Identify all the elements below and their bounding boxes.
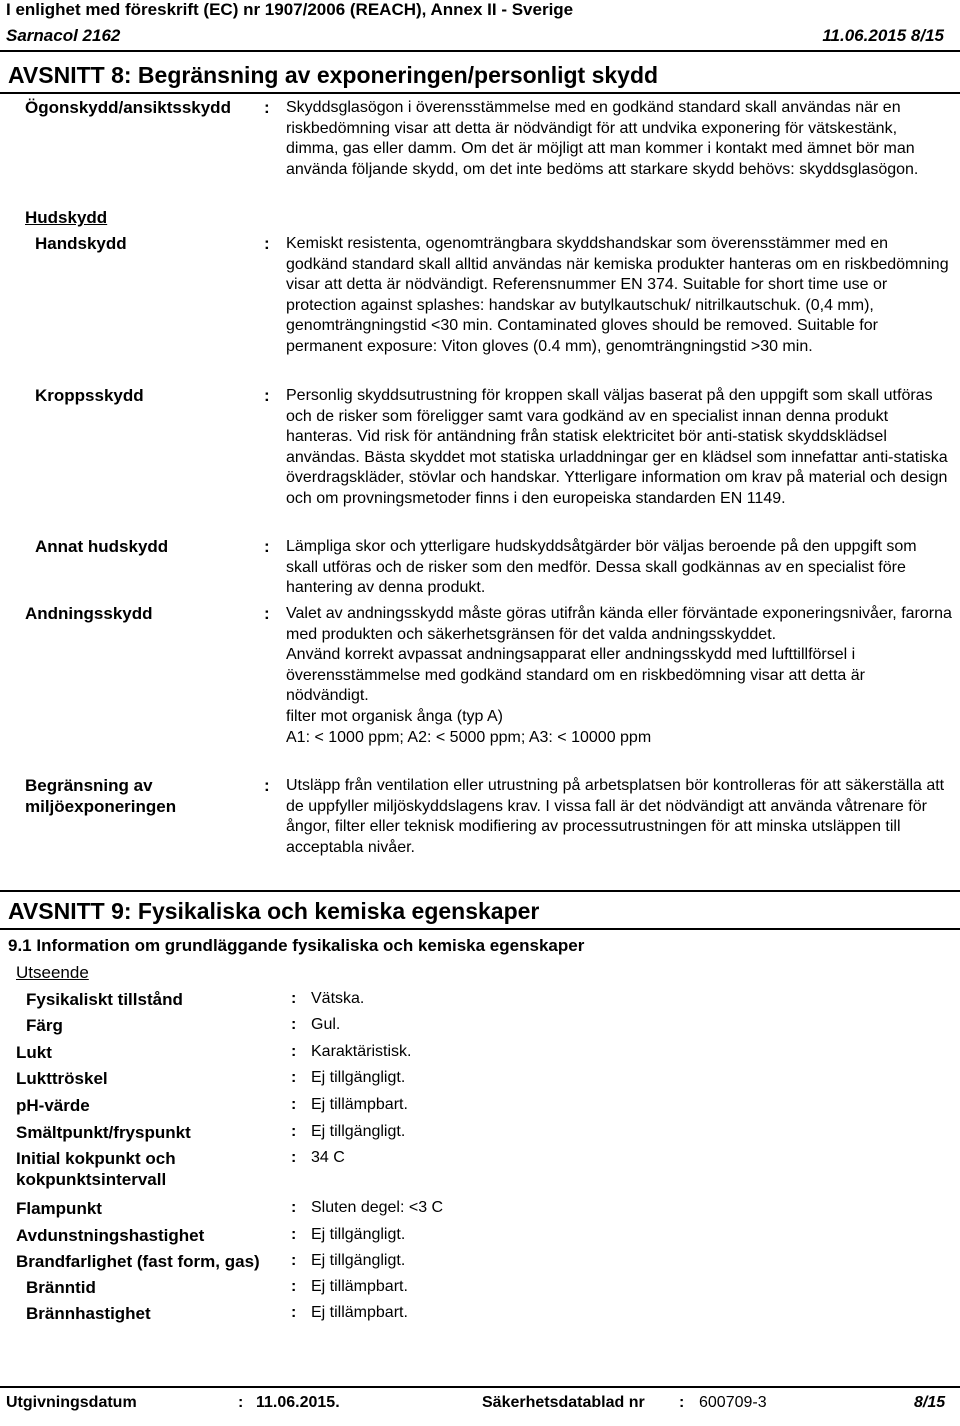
header-divider xyxy=(0,50,960,52)
colon: : xyxy=(291,1226,297,1243)
issue-date-label: Utgivningsdatum xyxy=(6,1394,137,1411)
colon: : xyxy=(291,1043,297,1060)
section-9-1-subtitle: 9.1 Information om grundläggande fysikaliska och kemiska egenskaper xyxy=(8,936,585,955)
section-8-divider xyxy=(0,92,960,94)
property-value: 34 C xyxy=(311,1149,345,1166)
colon: : xyxy=(291,1016,297,1033)
regulation-header: I enlighet med föreskrift (EC) nr 1907/2006 (REACH), Annex II - Sverige xyxy=(6,0,574,19)
appearance-heading: Utseende xyxy=(16,963,89,982)
sds-number-label: Säkerhetsdatablad nr xyxy=(482,1394,645,1411)
colon: : xyxy=(291,1252,297,1269)
property-value: Ej tillgängligt. xyxy=(311,1226,406,1243)
property-label: Bränntid xyxy=(26,1278,96,1297)
footer-divider xyxy=(0,1386,960,1388)
property-value: Gul. xyxy=(311,1016,341,1033)
hand-protection-text: Kemiskt resistenta, ogenomträngbara skyddshandskar som överensstämmer med en godkänd standard skall alltid användas när kemiska produkter hanteras om en riskbedömning visar att detta är nödvändigt. Referensnummer EN 374. Suitable for short time use or protection against splashes: handskar av butylkautschuk/ nitrilkautschuk. (0,4 mm), genomträngningstid <30 min. Contaminated gloves should be removed. Suitable for permanent exposure: Viton gloves (0.4 mm), genomträngningstid >30 min. xyxy=(286,235,949,355)
property-label: Lukt xyxy=(16,1043,52,1062)
colon: : xyxy=(291,1096,297,1113)
body-protection-label: Kroppsskydd xyxy=(35,386,144,405)
property-value: Karaktäristisk. xyxy=(311,1043,412,1060)
colon: : xyxy=(264,776,270,795)
property-label: Lukttröskel xyxy=(16,1069,108,1088)
section-9-top-divider xyxy=(0,890,960,892)
property-label: pH-värde xyxy=(16,1096,90,1115)
section-8-title: AVSNITT 8: Begränsning av exponeringen/personligt skydd xyxy=(8,62,659,88)
colon: : xyxy=(291,1278,297,1295)
colon: : xyxy=(291,1149,297,1166)
colon: : xyxy=(291,1123,297,1140)
skin-protection-heading: Hudskydd xyxy=(25,208,108,227)
other-skin-protection-label: Annat hudskydd xyxy=(35,537,169,556)
section-9-title: AVSNITT 9: Fysikaliska och kemiska egenskaper xyxy=(8,898,540,924)
property-value: Ej tillämpbart. xyxy=(311,1278,408,1295)
colon: : xyxy=(679,1394,685,1411)
property-value: Ej tillämpbart. xyxy=(311,1096,408,1113)
hand-protection-label: Handskydd xyxy=(35,234,127,253)
section-9-divider xyxy=(0,928,960,930)
footer-page-number: 8/15 xyxy=(914,1394,946,1411)
environmental-exposure-text: Utsläpp från ventilation eller utrustning på arbetsplatsen bör kontrolleras för att säkerställa att de uppfyller miljöskyddslagens krav. I vissa fall är det nödvändigt att använda våtrenare för ångor, filter eller teknisk modifiering av processutrustningen för att minska utsläppen till acceptabla nivåer. xyxy=(286,777,945,856)
property-value: Sluten degel: <3 C xyxy=(311,1199,444,1216)
colon: : xyxy=(291,1304,297,1321)
colon: : xyxy=(264,386,270,405)
property-value: Ej tillgängligt. xyxy=(311,1069,406,1086)
environmental-exposure-label: Begränsning av miljöexponeringen xyxy=(25,776,177,816)
property-value: Vätska. xyxy=(311,990,365,1007)
property-label: Brandfarlighet (fast form, gas) xyxy=(16,1252,260,1271)
property-value: Ej tillämpbart. xyxy=(311,1304,408,1321)
header-date-page: 11.06.2015 8/15 xyxy=(822,26,944,45)
colon: : xyxy=(264,98,270,117)
colon: : xyxy=(291,1069,297,1086)
product-name: Sarnacol 2162 xyxy=(6,26,121,45)
property-label: Färg xyxy=(26,1016,63,1035)
sds-number-value: 600709-3 xyxy=(699,1394,767,1411)
colon: : xyxy=(291,1199,297,1216)
respiratory-protection-text: Valet av andningsskydd måste göras utifrån kända eller förväntade exponeringsnivåer, farorna med produkten och säkerhetsgränsen för det valda andningsskyddet. Använd korrekt avpassat andningsapparat eller andningsskydd med lufttillförsel i överensstämmelse med godkänd standard om en riskbedömning visar att detta är nödvändigt. filter mot organisk ånga (typ A) A1: < 1000 ppm; A2: < 5000 ppm; A3: < 10000 ppm xyxy=(286,605,952,746)
eye-protection-text: Skyddsglasögon i överensstämmelse med en godkänd standard skall användas när en riskbedömning visar att detta är nödvändigt för att undvika exponering för vätskestänk, dimma, gas eller damm. Om det är möjligt att man kommer i kontakt med ämnet bör man använda följande skydd, om det inte bedöms att starkare skydd behövs: skyddsglasögon. xyxy=(286,99,919,178)
property-label: Brännhastighet xyxy=(26,1304,151,1323)
property-label: Flampunkt xyxy=(16,1199,102,1218)
property-label: Smältpunkt/fryspunkt xyxy=(16,1123,191,1142)
body-protection-text: Personlig skyddsutrustning för kroppen skall väljas baserat på den uppgift som skall utföras och de risker som föreligger samt vara godkänd av en specialist innan denna produkt hanteras. Vid risk för antändning från statisk elektricitet bör anti-statisk skyddsklädsel användas. Bästa skyddet mot statiska urladdningar ger en klädsel som innefattar anti-statiska överdragskläder, stövlar och handskar. Ytterligare information om krav på material och design och om provningsmetoder finns i den europeiska standarden EN 1149. xyxy=(286,387,948,507)
colon: : xyxy=(238,1394,244,1411)
property-label: Initial kokpunkt och kokpunktsintervall xyxy=(16,1149,176,1189)
colon: : xyxy=(264,537,270,556)
property-label: Avdunstningshastighet xyxy=(16,1226,205,1245)
issue-date-value: 11.06.2015. xyxy=(256,1394,340,1411)
property-value: Ej tillgängligt. xyxy=(311,1252,406,1269)
colon: : xyxy=(264,604,270,623)
colon: : xyxy=(264,234,270,253)
colon: : xyxy=(291,990,297,1007)
eye-protection-label: Ögonskydd/ansiktsskydd xyxy=(25,98,231,117)
property-value: Ej tillgängligt. xyxy=(311,1123,406,1140)
product-header xyxy=(6,26,944,46)
other-skin-protection-text: Lämpliga skor och ytterligare hudskyddsåtgärder bör väljas beroende på den uppgift som skall utföras och de risker som den medför. Dessa skall godkännas av en specialist före hantering av denna produkt. xyxy=(286,538,917,597)
respiratory-protection-label: Andningsskydd xyxy=(25,604,153,623)
property-label: Fysikaliskt tillstånd xyxy=(26,990,183,1009)
